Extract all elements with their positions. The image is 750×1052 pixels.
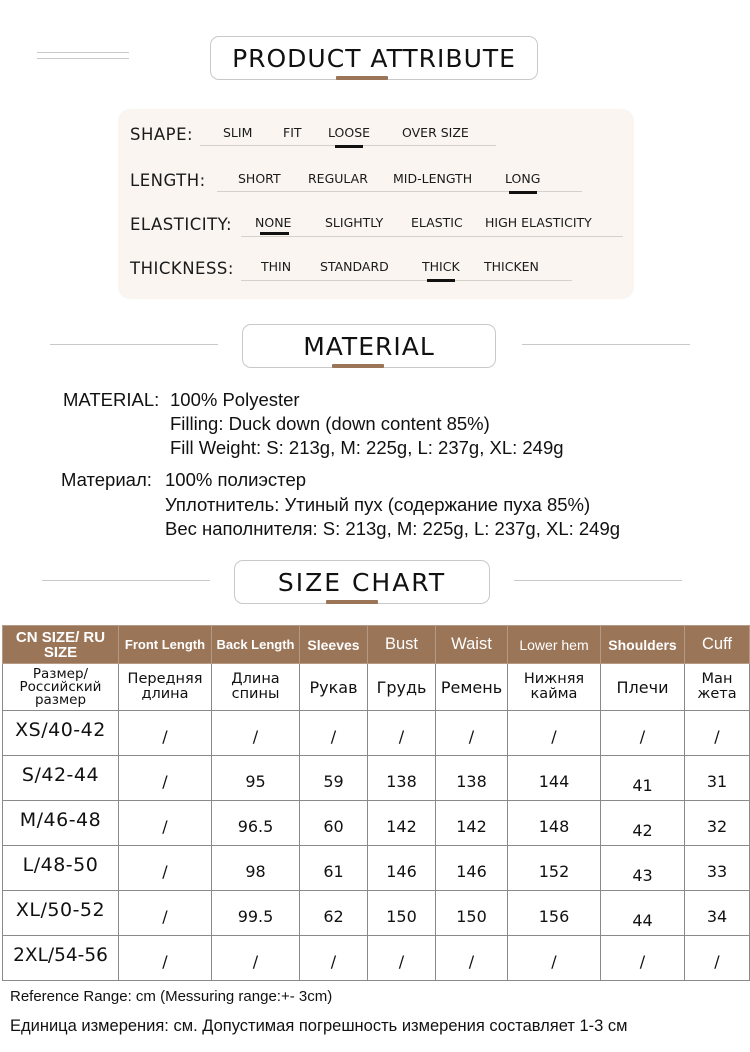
attribute-label: ELASTICITY:	[130, 215, 233, 234]
attribute-underline	[241, 236, 623, 237]
table-cell: /	[119, 711, 212, 756]
table-cell: 96.5	[212, 801, 300, 846]
title-accent-bar	[336, 76, 388, 80]
attribute-row-elasticity	[130, 213, 630, 243]
table-cell: 150	[368, 891, 436, 936]
column-header: Back Length	[212, 626, 300, 664]
table-row	[3, 891, 750, 936]
table-cell: /	[368, 711, 436, 756]
column-header: Sleeves	[300, 626, 368, 664]
column-header-ru: Передняя длина	[119, 664, 212, 711]
material-line: Вес наполнителя: S: 213g, M: 225g, L: 237g, XL: 249g	[165, 518, 621, 539]
table-cell: /	[300, 711, 368, 756]
material-line: Fill Weight: S: 213g, M: 225g, L: 237g, XL: 249g	[170, 437, 564, 458]
table-cell: 32	[685, 801, 750, 846]
table-cell: 41	[601, 756, 685, 801]
table-header-row-ru	[3, 664, 750, 711]
attribute-row-thickness	[130, 259, 630, 289]
column-header: Waist	[436, 626, 508, 664]
table-row	[3, 846, 750, 891]
title-accent-bar	[326, 600, 378, 604]
attribute-option: STANDARD	[320, 259, 389, 274]
column-header: CN SIZE/ RU SIZE	[3, 626, 119, 664]
column-header: Lower hem	[508, 626, 601, 664]
attribute-option: MID-LENGTH	[393, 171, 473, 186]
table-row	[3, 801, 750, 846]
attribute-option: SHORT	[238, 171, 281, 186]
section-title: MATERIAL	[242, 324, 496, 368]
attribute-label: SHAPE:	[130, 125, 194, 144]
table-cell: 152	[508, 846, 601, 891]
section-title: PRODUCT ATTRIBUTE	[210, 36, 538, 80]
divider-left	[37, 52, 129, 53]
attribute-option: REGULAR	[308, 171, 368, 186]
section-header-material	[0, 324, 750, 374]
divider-left	[37, 58, 129, 59]
attribute-option: SLIM	[223, 125, 253, 140]
material-line: Filling: Duck down (down content 85%)	[170, 413, 490, 434]
size-cell: XS/40-42	[3, 711, 119, 756]
footnote-en: Reference Range: cm (Messuring range:+- 3cm)	[10, 988, 333, 1005]
table-cell: /	[119, 801, 212, 846]
column-header-ru: Ман жета	[685, 664, 750, 711]
table-cell: /	[119, 846, 212, 891]
size-chart-table	[2, 625, 750, 981]
table-cell: 60	[300, 801, 368, 846]
material-line: 100% полиэстер	[165, 469, 307, 490]
table-cell: 34	[685, 891, 750, 936]
size-cell: M/46-48	[3, 801, 119, 846]
size-cell: 2XL/54-56	[3, 936, 119, 981]
attribute-option: THICKEN	[484, 259, 539, 274]
table-cell: /	[119, 936, 212, 981]
table-cell: 33	[685, 846, 750, 891]
material-line: 100% Polyester	[170, 389, 300, 410]
material-line: Уплотнитель: Утиный пух (содержание пуха 85%)	[165, 494, 591, 515]
material-label: Материал:	[61, 469, 152, 490]
table-cell: /	[436, 936, 508, 981]
table-cell: /	[685, 936, 750, 981]
table-cell: /	[601, 711, 685, 756]
table-cell: /	[508, 711, 601, 756]
attribute-option-selected: LONG	[505, 171, 541, 186]
footnote-ru: Единица измерения: см. Допустимая погрешность измерения составляет 1-3 см	[10, 1017, 628, 1035]
attribute-row-shape	[130, 123, 630, 153]
size-cell: L/48-50	[3, 846, 119, 891]
table-cell: 44	[601, 891, 685, 936]
column-header-ru: Плечи	[601, 664, 685, 711]
table-cell: 98	[212, 846, 300, 891]
column-header: Bust	[368, 626, 436, 664]
table-cell: 59	[300, 756, 368, 801]
attribute-option: NONE	[255, 215, 292, 230]
table-row	[3, 711, 750, 756]
attribute-option: THIN	[261, 259, 292, 274]
table-cell: 138	[368, 756, 436, 801]
section-title: SIZE CHART	[234, 560, 490, 604]
title-accent-bar	[332, 364, 384, 368]
column-header: Front Length	[119, 626, 212, 664]
table-cell: 150	[436, 891, 508, 936]
attribute-option-selected: THICK	[422, 259, 460, 274]
table-row	[3, 756, 750, 801]
size-cell: S/42-44	[3, 756, 119, 801]
table-row	[3, 936, 750, 981]
attribute-label: THICKNESS:	[130, 259, 234, 278]
table-cell: 156	[508, 891, 601, 936]
table-cell: 42	[601, 801, 685, 846]
table-cell: /	[508, 936, 601, 981]
table-cell: 142	[436, 801, 508, 846]
selection-marker-none	[260, 232, 289, 235]
table-cell: /	[119, 891, 212, 936]
table-header-row-en	[3, 626, 750, 664]
column-header: Cuff	[685, 626, 750, 664]
attribute-option-selected: LOOSE	[328, 125, 371, 140]
section-header-size-chart	[0, 560, 750, 610]
column-header-ru: Размер/ Российский размер	[3, 664, 119, 711]
attribute-option: HIGH ELASTICITY	[485, 215, 592, 230]
attribute-option: ELASTIC	[411, 215, 463, 230]
column-header: Shoulders	[601, 626, 685, 664]
table-cell: 142	[368, 801, 436, 846]
attribute-underline	[241, 280, 572, 281]
section-header-product-attribute	[0, 36, 750, 86]
column-header-ru: Рукав	[300, 664, 368, 711]
attribute-label: LENGTH:	[130, 171, 206, 190]
table-cell: 146	[368, 846, 436, 891]
column-header-ru: Нижняя кайма	[508, 664, 601, 711]
table-cell: /	[212, 711, 300, 756]
table-cell: 144	[508, 756, 601, 801]
table-cell: 43	[601, 846, 685, 891]
attribute-option: SLIGHTLY	[325, 215, 384, 230]
column-header-ru: Ремень	[436, 664, 508, 711]
table-cell: 61	[300, 846, 368, 891]
material-label: MATERIAL:	[63, 389, 160, 410]
table-cell: /	[685, 711, 750, 756]
table-cell: 62	[300, 891, 368, 936]
attribute-row-length	[130, 169, 630, 199]
attribute-option: OVER SIZE	[402, 125, 469, 140]
table-cell: 148	[508, 801, 601, 846]
table-cell: /	[368, 936, 436, 981]
table-cell: 95	[212, 756, 300, 801]
attribute-option: FIT	[283, 125, 302, 140]
table-cell: 146	[436, 846, 508, 891]
column-header-ru: Длина спины	[212, 664, 300, 711]
table-cell: /	[212, 936, 300, 981]
size-cell: XL/50-52	[3, 891, 119, 936]
table-cell: /	[300, 936, 368, 981]
table-cell: /	[119, 756, 212, 801]
table-cell: 31	[685, 756, 750, 801]
table-cell: 138	[436, 756, 508, 801]
column-header-ru: Грудь	[368, 664, 436, 711]
table-cell: 99.5	[212, 891, 300, 936]
attribute-panel	[118, 109, 634, 299]
table-cell: /	[601, 936, 685, 981]
table-cell: /	[436, 711, 508, 756]
